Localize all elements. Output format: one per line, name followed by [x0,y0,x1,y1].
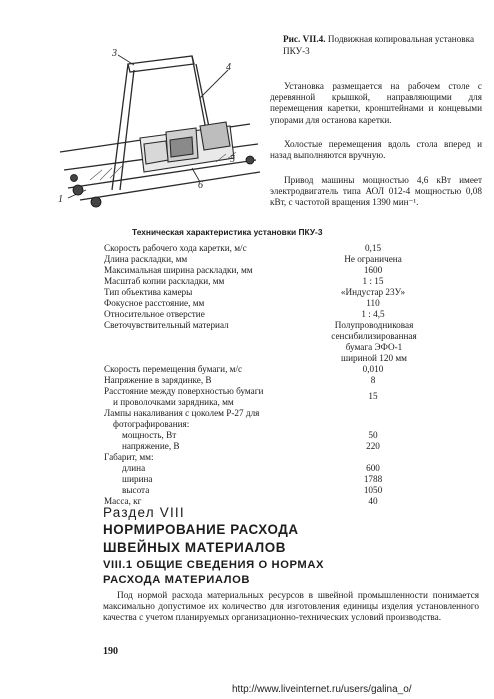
watermark-url: http://www.liveinternet.ru/users/galina_o/ [232,684,412,695]
spec-value: 0,010 [362,364,384,374]
spec-value: бумага ЭФО-1 [345,342,403,352]
spec-label: длина [122,463,146,473]
spec-label: Скорость перемещения бумаги, м/с [104,364,243,374]
section-body: Под нормой расхода материальных ресурсов в швейной промышленности понимается максимально допустимое их количество для изготовления единицы изделия установленного качества с учетом планируемых организационно-технических условий производства. [103,591,479,623]
spec-label: фотографирования: [113,419,190,429]
spec-label: Напряжение в зарядинке, В [104,375,212,385]
spec-value: 15 [368,391,378,401]
paragraph-installation: Установка размещается на рабочем столе с деревянной крышкой, направляющими для перемещения каретки, кронштейнами и концевыми упорами для останова каретки. [270,81,482,125]
page-number: 190 [103,646,118,657]
section-title-line-1: НОРМИРОВАНИЕ РАСХОДА [103,522,299,537]
subsection-title-line-2: РАСХОДА МАТЕРИАЛОВ [103,574,251,586]
spec-value: Не ограничена [344,254,402,264]
spec-value: 1788 [363,474,383,484]
spec-value: 1 : 15 [362,276,384,286]
callout-6: 6 [198,180,203,191]
spec-label: Лампы накаливания с цоколем Р-27 для [104,408,260,418]
spec-value: 110 [366,298,380,308]
caption-text: Подвижная копировальная установка ПКУ-3 [283,34,475,56]
spec-value: 50 [368,430,378,440]
spec-value: 0,15 [364,243,382,253]
spec-label: Максимальная ширина раскладки, мм [104,265,253,275]
spec-value: «Индустар 23У» [340,287,406,297]
paragraph-idle-moves: Холостые перемещения вдоль стола вперед и назад выполняются вручную. [270,139,482,161]
subsection-title-line-1: VIII.1 ОБЩИЕ СВЕДЕНИЯ О НОРМАХ [103,559,325,571]
callout-3: 3 [112,48,117,59]
spec-value: 8 [370,375,376,385]
paragraph-drive: Привод машины мощностью 4,6 кВт имеет электродвигатель типа АОЛ 012-4 мощностью 0,08 кВт, с частотой вращения 1390 мин⁻¹. [270,175,482,208]
spec-label: Светочувствительный материал [104,320,229,330]
figure-caption [283,34,483,57]
spec-value: 1600 [363,265,383,275]
spec-label: Тип объектива камеры [104,287,193,297]
spec-value: 1050 [363,485,383,495]
spec-label: Длина раскладки, мм [104,254,188,264]
spec-label: Расстояние между поверхностью бумаги [104,386,264,396]
machine-figure [20,40,275,230]
spec-label: мощность, Вт [122,430,177,440]
callout-1: 1 [58,194,63,205]
spec-label: ширина [122,474,153,484]
section-title-line-2: ШВЕЙНЫХ МАТЕРИАЛОВ [103,540,287,555]
spec-label: Габарит, мм: [104,452,154,462]
spec-value: Полупроводниковая [334,320,414,330]
spec-value: сенсибилизированная [331,331,417,341]
spec-value: шириной 120 мм [341,353,407,363]
spec-label: и проволочками зарядника, мм [113,397,234,407]
spec-label: Фокусное расстояние, мм [104,298,205,308]
spec-value: 600 [366,463,380,473]
spec-value: 1 : 4,5 [361,309,385,319]
spec-label: напряжение, В [122,441,180,451]
callout-5: 5 [230,154,235,165]
spec-label: высота [122,485,150,495]
caption-label: Рис. VII.4. [283,34,326,44]
section-part: Раздел VIII [103,505,185,520]
spec-value: 220 [366,441,380,451]
callout-4: 4 [226,62,231,73]
spec-title: Техническая характеристика установки ПКУ-3 [132,227,323,237]
spec-label: Масштаб копии раскладки, мм [104,276,225,286]
spec-value: 40 [368,496,378,506]
spec-label: Скорость рабочего хода каретки, м/с [104,243,247,253]
spec-label: Масса, кг [104,496,142,506]
spec-label: Относительное отверстие [104,309,205,319]
